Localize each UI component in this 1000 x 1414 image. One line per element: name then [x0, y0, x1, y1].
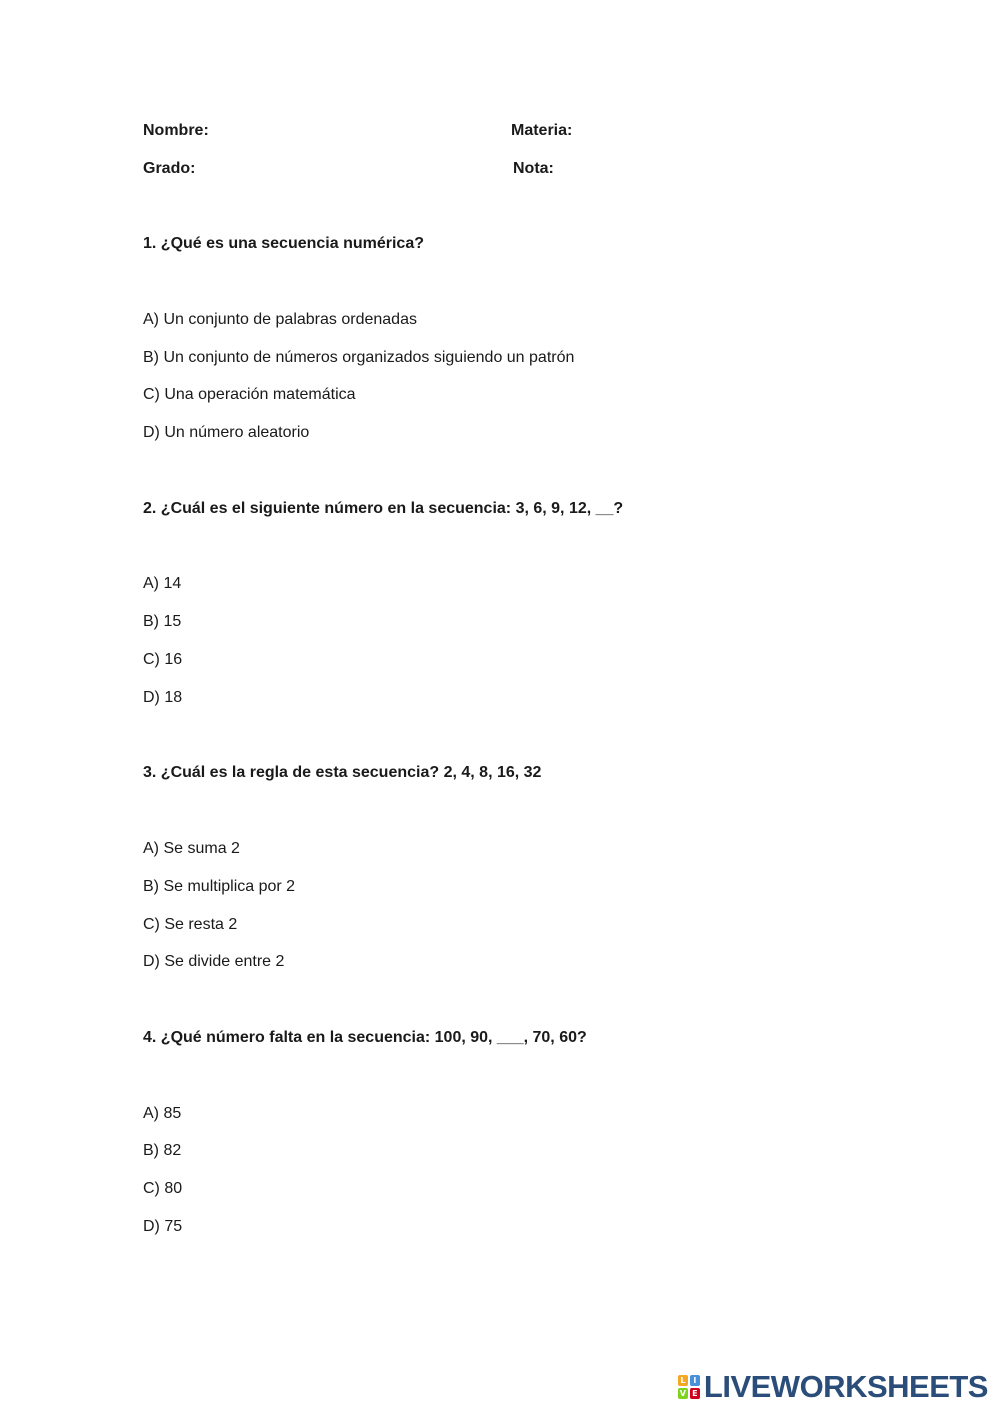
question-2-option-c[interactable]: C) 16 [143, 651, 183, 668]
question-1-option-a[interactable]: A) Un conjunto de palabras ordenadas [143, 311, 417, 328]
liveworksheets-logo-icon [678, 1375, 700, 1399]
logo-tile-v: V [679, 1389, 686, 1398]
question-4-option-d[interactable]: D) 75 [143, 1218, 183, 1235]
materia-label: Materia: [511, 122, 573, 139]
logo-tile-e: E [690, 1388, 700, 1399]
question-1-option-b[interactable]: B) Un conjunto de números organizados siguiendo un patrón [143, 349, 575, 366]
question-4-option-a[interactable]: A) 85 [143, 1105, 182, 1122]
logo-tile-i: I [690, 1375, 700, 1386]
question-4-option-c[interactable]: C) 80 [143, 1180, 183, 1197]
brand-text: LIVEWORKSHEETS [703, 1369, 988, 1404]
question-3: 3. ¿Cuál es la regla de esta secuencia? 2, 4, 8, 16, 32 [143, 764, 542, 781]
question-1: 1. ¿Qué es una secuencia numérica? [143, 235, 424, 252]
question-3-option-b[interactable]: B) Se multiplica por 2 [143, 878, 296, 895]
question-2: 2. ¿Cuál es el siguiente número en la secuencia: 3, 6, 9, 12, __? [143, 500, 624, 517]
question-1-option-c[interactable]: C) Una operación matemática [143, 386, 356, 403]
question-3-option-a[interactable]: A) Se suma 2 [143, 840, 240, 857]
question-1-option-d[interactable]: D) Un número aleatorio [143, 424, 310, 441]
grado-label: Grado: [143, 160, 196, 177]
nombre-label: Nombre: [143, 122, 209, 139]
question-2-option-b[interactable]: B) 15 [143, 613, 182, 630]
question-3-option-c[interactable]: C) Se resta 2 [143, 916, 238, 933]
question-4: 4. ¿Qué número falta en la secuencia: 100, 90, ___, 70, 60? [143, 1029, 587, 1046]
question-4-option-b[interactable]: B) 82 [143, 1142, 182, 1159]
logo-tile-l: L [678, 1375, 688, 1386]
question-3-option-d[interactable]: D) Se divide entre 2 [143, 953, 285, 970]
question-2-option-d[interactable]: D) 18 [143, 689, 183, 706]
question-2-option-a[interactable]: A) 14 [143, 575, 182, 592]
nota-label: Nota: [513, 160, 554, 177]
liveworksheets-brand [678, 1370, 988, 1404]
